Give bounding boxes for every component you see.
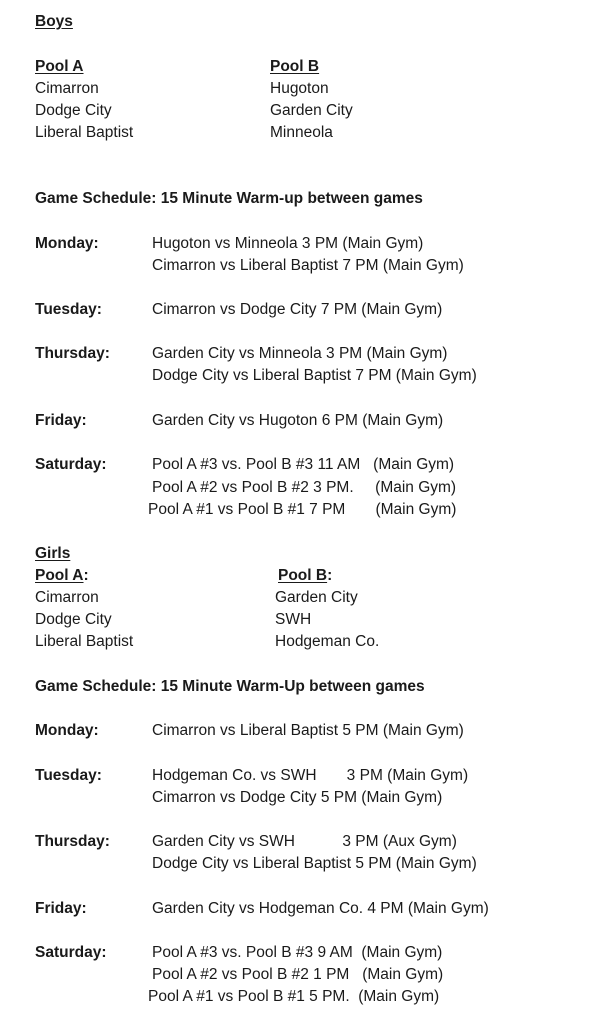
- girls-game: Pool A #3 vs. Pool B #3 9 AM (Main Gym): [152, 944, 443, 961]
- girls-pool-b-title: Pool B:: [278, 567, 333, 584]
- boys-pool-b-team: Garden City: [270, 102, 353, 119]
- girls-pool-a-team: Cimarron: [35, 589, 99, 606]
- girls-pool-b-team: Hodgeman Co.: [275, 633, 380, 650]
- girls-game: Cimarron vs Dodge City 5 PM (Main Gym): [152, 789, 443, 806]
- boys-day-label: Saturday:: [35, 456, 107, 473]
- boys-pool-b-team: Minneola: [270, 124, 333, 141]
- boys-game: Cimarron vs Liberal Baptist 7 PM (Main Gym): [152, 257, 464, 274]
- boys-heading: Boys: [35, 13, 73, 30]
- boys-day-label: Tuesday:: [35, 301, 102, 318]
- boys-day-label: Friday:: [35, 412, 87, 429]
- girls-game: Pool A #1 vs Pool B #1 5 PM. (Main Gym): [148, 988, 440, 1005]
- boys-pool-a-team: Dodge City: [35, 102, 112, 119]
- girls-pool-b-team: SWH: [275, 611, 312, 628]
- boys-schedule-heading: Game Schedule: 15 Minute Warm-up between games: [35, 190, 423, 207]
- boys-game: Dodge City vs Liberal Baptist 7 PM (Main Gym): [152, 367, 477, 384]
- boys-pool-a-team: Cimarron: [35, 80, 99, 97]
- boys-game: Pool A #2 vs Pool B #2 3 PM. (Main Gym): [152, 479, 457, 496]
- girls-game: Garden City vs SWH 3 PM (Aux Gym): [152, 833, 457, 850]
- girls-game: Cimarron vs Liberal Baptist 5 PM (Main Gym): [152, 722, 464, 739]
- girls-pool-a-team: Dodge City: [35, 611, 112, 628]
- boys-day-label: Monday:: [35, 235, 99, 252]
- boys-pool-a-title: Pool A: [35, 58, 84, 75]
- boys-game: Garden City vs Minneola 3 PM (Main Gym): [152, 345, 448, 362]
- girls-day-label: Friday:: [35, 900, 87, 917]
- boys-pool-a-team: Liberal Baptist: [35, 124, 134, 141]
- boys-pool-b-team: Hugoton: [270, 80, 329, 97]
- boys-game: Pool A #3 vs. Pool B #3 11 AM (Main Gym): [152, 456, 455, 473]
- boys-day-label: Thursday:: [35, 345, 110, 362]
- girls-game: Dodge City vs Liberal Baptist 5 PM (Main Gym): [152, 855, 477, 872]
- girls-day-label: Saturday:: [35, 944, 107, 961]
- girls-game: Pool A #2 vs Pool B #2 1 PM (Main Gym): [152, 966, 444, 983]
- boys-pool-b-title: Pool B: [270, 58, 320, 75]
- boys-game: Pool A #1 vs Pool B #1 7 PM (Main Gym): [148, 501, 457, 518]
- girls-game: Garden City vs Hodgeman Co. 4 PM (Main Gym): [152, 900, 489, 917]
- girls-heading: Girls: [35, 545, 71, 562]
- girls-schedule-heading: Game Schedule: 15 Minute Warm-Up between games: [35, 678, 425, 695]
- boys-game: Hugoton vs Minneola 3 PM (Main Gym): [152, 235, 424, 252]
- girls-day-label: Monday:: [35, 722, 99, 739]
- boys-game: Cimarron vs Dodge City 7 PM (Main Gym): [152, 301, 443, 318]
- girls-pool-a-team: Liberal Baptist: [35, 633, 134, 650]
- boys-game: Garden City vs Hugoton 6 PM (Main Gym): [152, 412, 444, 429]
- girls-day-label: Thursday:: [35, 833, 110, 850]
- girls-game: Hodgeman Co. vs SWH 3 PM (Main Gym): [152, 767, 469, 784]
- girls-pool-b-team: Garden City: [275, 589, 358, 606]
- girls-pool-a-title: Pool A:: [35, 567, 89, 584]
- girls-day-label: Tuesday:: [35, 767, 102, 784]
